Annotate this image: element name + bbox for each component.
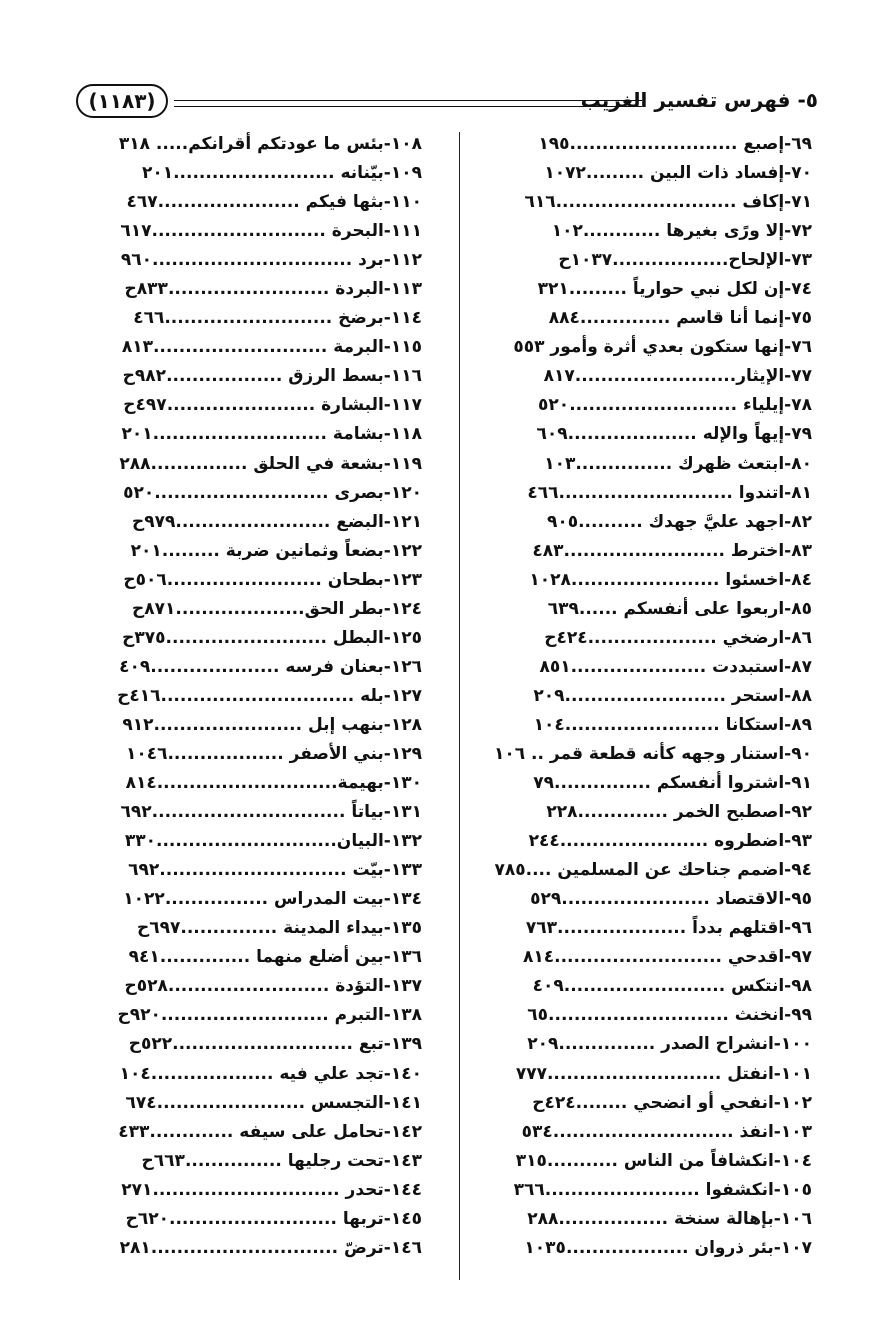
index-entry: ١٤٥-تربها ..........................٦٢٠ح xyxy=(125,1208,422,1229)
index-entry: ٧٤-إن لكل نبي حوارياً .........٣٢١ xyxy=(537,279,812,300)
index-entry: ١٠٣-انفذ ............................٥٣٤ xyxy=(521,1121,812,1142)
index-entry: ١٢٥-البطل .........................٣٧٥ح xyxy=(122,627,422,648)
index-entry: ٩٨-انتكس .........................٤٠٩ xyxy=(532,976,812,997)
index-entry: ١٢٢-بضعاً وثمانين ضربة .........٢٠١ xyxy=(130,540,422,561)
index-entry: ١١٣-البردة .........................٨٣٣ح xyxy=(124,279,422,300)
index-entry: ١١٨-بشامة ...........................٢٠١ xyxy=(121,424,422,445)
column-divider xyxy=(459,132,460,1280)
index-column-left xyxy=(92,130,422,1263)
index-entry: ١٢٦-بعنان فرسه ....................٤٠٩ xyxy=(119,656,422,677)
index-entry: ٨٥-اربعوا على أنفسكم ......٦٣٩ xyxy=(547,598,812,619)
index-entry: ١١٥-البرمة ...........................٨١٣ xyxy=(121,337,422,358)
index-entry: ١٠٦-بإهالة سنخة .................٢٨٨ xyxy=(527,1208,812,1229)
index-entry: ١٤٠-تجد علي فيه ...................١٠٤ xyxy=(119,1063,422,1084)
index-entry: ٧٥-إنما أنا قاسم ..............٨٨٤ xyxy=(548,308,812,329)
page-header xyxy=(76,84,818,120)
index-entry: ٧١-إكاف ............................٦١٦ xyxy=(524,192,812,213)
index-entry: ١٢٤-بطر الحق....................٨٧١ح xyxy=(132,598,422,619)
index-entry: ١٣١-بياتاً ..............................٦٩٢ xyxy=(120,802,422,823)
index-entry: ١٢٧-بله ..............................٤١٦ح xyxy=(117,685,422,706)
index-entry: ١٣٦-بين أضلع منهما ..............٩٤١ xyxy=(128,947,422,968)
index-entry: ١٣٤-بيت المدراس ................١٠٢٢ xyxy=(123,889,422,910)
index-entry: ١٤٣-تحت رجليها ...............٦٦٣ح xyxy=(141,1150,422,1171)
index-entry: ١٢٩-بني الأصفر ..................١٠٤٦ xyxy=(125,743,422,764)
index-entry: ٩٤-اضمم جناحك عن المسلمين ....٧٨٥ xyxy=(494,860,812,881)
index-entry: ١٢١-البضع ........................٩٧٩ح xyxy=(131,511,422,532)
index-entry: ١٠٩-بيّنانه .........................٢٠١ xyxy=(141,163,422,184)
index-entry: ٩٧-اقدحي ..........................٨١٤ xyxy=(522,947,812,968)
index-entry: ١٣٧-التؤدة .........................٥٢٨ح xyxy=(124,976,422,997)
index-entry: ٩٠-استنار وجهه كأنه قطعة قمر .. ١٠٦ xyxy=(494,743,812,764)
index-entry: ٧٢-إلا ورًى بغيرها ............١٠٢ xyxy=(551,221,812,242)
index-entry: ١١٢-برد ...............................٩٦٠ xyxy=(120,250,422,271)
index-entry: ٨٠-ابتعث ظهرك ...............١٠٣ xyxy=(544,453,812,474)
index-entry: ١٠٤-انكشافاً من الناس ...........٣١٥ xyxy=(515,1150,812,1171)
index-entry: ١٢٣-بطحان ........................٥٠٦ح xyxy=(123,569,422,590)
index-entry: ١٠٢-انفحي أو انضحي ........٤٢٤ح xyxy=(532,1092,812,1113)
index-entry: ١٢٠-بصرى ...........................٥٢٠ xyxy=(123,482,422,503)
index-entry: ١٠٥-انكشفوا ........................٣٦٦ xyxy=(513,1179,812,1200)
index-entry: ٧٦-إنها ستكون بعدي أثرة وأمور ٥٥٣ xyxy=(513,337,812,358)
running-title: ٥- فهرس تفسير الغريب xyxy=(580,88,818,112)
index-entry: ٨٣-اخترط .........................٤٨٣ xyxy=(532,540,812,561)
index-entry: ١٣٥-بيداء المدينة ...............٦٩٧ح xyxy=(136,918,422,939)
index-entry: ٨٧-استبددت .....................٨٥١ xyxy=(539,656,812,677)
index-entry: ١٣٣-بيّت .............................٦٩٢ xyxy=(128,860,422,881)
index-entry: ٧٣-الإلحاح..................١٠٣٧ح xyxy=(558,250,812,271)
index-entry: ١٣٠-بهيمة............................٨١٤ xyxy=(125,773,422,794)
index-entry: ١١٦-بسط الرزق ..................٩٨٢ح xyxy=(122,366,422,387)
header-rule xyxy=(174,100,642,107)
index-entry: ١٣٨-التبرم ..........................٩٢٠ح xyxy=(117,1005,422,1026)
index-entry: ٩٢-اصطبح الخمر ..............٢٢٨ xyxy=(546,802,812,823)
index-entry: ١١٤-برضخ ..........................٤٦٦ xyxy=(133,308,422,329)
index-entry: ٩٣-اضطروه .......................٢٤٤ xyxy=(528,831,812,852)
index-entry: ١١٠-بثها فيكم ......................٤٦٧ xyxy=(126,192,422,213)
index-entry: ١١١-البحرة ...........................٦١٧ xyxy=(120,221,422,242)
index-entry: ١٤٢-تحامل على سيفه .............٤٣٣ xyxy=(118,1121,422,1142)
index-entry: ١٠٠-انشراح الصدر ...............٢٠٩ xyxy=(527,1034,812,1055)
index-entry: ٧٠-إفساد ذات البين .........١٠٧٢ xyxy=(544,163,812,184)
index-entry: ٨١-اتندوا ...........................٤٦٦ xyxy=(527,482,812,503)
index-entry: ١٤٦-ترضّ .............................٢٨١ xyxy=(119,1237,422,1258)
index-entry: ٩٩-انخنث ............................٦٥ xyxy=(527,1005,812,1026)
index-entry: ٧٨-إيلياء ..........................٥٢٠ xyxy=(538,395,812,416)
index-entry: ٧٩-إيهاً والإله ....................٦٠٩ xyxy=(536,424,812,445)
index-entry: ٨٨-استحر .........................٢٠٩ xyxy=(533,685,812,706)
index-entry: ١٤٤-تحدر .............................٢٧١ xyxy=(121,1179,422,1200)
index-entry: ١١٩-بشعة في الحلق ...............٢٨٨ xyxy=(119,453,422,474)
index-entry: ١٠٨-بئس ما عودتكم أقرانكم..... ٣١٨ xyxy=(118,134,422,154)
index-entry: ٨٩-استكانا ........................١٠٤ xyxy=(533,714,812,735)
index-entry: ١٤١-التجسس .......................٦٧٤ xyxy=(125,1092,422,1113)
index-entry: ٩٦-اقتلهم بدداً ....................٧٦٣ xyxy=(525,918,812,939)
index-entry: ٨٤-اخسئوا .......................١٠٢٨ xyxy=(529,569,812,590)
index-entry: ١٠١-انفتل ...........................٧٧٧ xyxy=(515,1063,812,1084)
index-entry: ٦٩-إصبع ..........................١٩٥ xyxy=(538,134,812,154)
page-number: (١١٨٣) xyxy=(76,84,168,118)
index-entry: ٩١-اشتروا أنفسكم ...............٧٩ xyxy=(533,773,812,794)
index-entry: ٨٢-اجهد عليَّ جهدك ..........٩٠٥ xyxy=(546,511,812,532)
index-entry: ٨٦-ارضخي ....................٤٢٤ح xyxy=(544,627,812,648)
index-entry: ١٣٢-البيان............................٣٣٠ xyxy=(124,831,422,852)
index-entry: ١٠٧-بئر ذروان ...................١٠٣٥ xyxy=(524,1237,812,1258)
index-entry: ٩٥-الاقتصاد .......................٥٢٩ xyxy=(530,889,812,910)
index-entry: ١٢٨-بنهب إبل .......................٩١٢ xyxy=(122,714,422,735)
index-entry: ٧٧-الإيثار.........................٨١٧ xyxy=(543,366,812,387)
index-entry: ١١٧-البشارة .......................٤٩٧ح xyxy=(123,395,422,416)
index-entry: ١٣٩-تبع ............................٥٢٢ح xyxy=(128,1034,422,1055)
index-column-right xyxy=(486,130,812,1263)
